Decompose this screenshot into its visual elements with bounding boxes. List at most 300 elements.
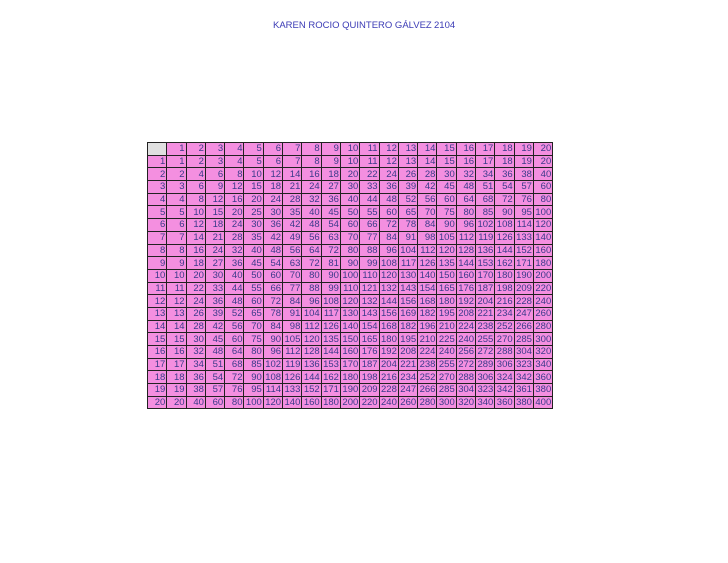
product-cell: 64 bbox=[456, 193, 475, 206]
product-cell: 342 bbox=[516, 371, 532, 383]
product-cell: 27 bbox=[321, 181, 340, 194]
product-cell: 98 bbox=[283, 320, 302, 333]
column-header-cell: 13 bbox=[398, 143, 417, 156]
product-cell: 40 bbox=[340, 193, 359, 206]
product-cell: 18 bbox=[167, 371, 186, 384]
product-cell: 121 bbox=[361, 282, 378, 294]
product-cell: 221 bbox=[400, 359, 417, 371]
column-header-cell: 19 bbox=[514, 143, 533, 156]
product-cell: 40 bbox=[186, 396, 205, 409]
product-cell: 9 bbox=[205, 181, 224, 194]
product-cell: 2 bbox=[186, 155, 205, 168]
product-cell: 114 bbox=[263, 384, 282, 397]
product-cell: 54 bbox=[205, 371, 224, 384]
product-cell: 128 bbox=[458, 244, 475, 256]
product-cell: 4 bbox=[167, 193, 186, 206]
product-cell: 6 bbox=[167, 219, 186, 232]
table-row bbox=[148, 282, 553, 295]
product-cell: 15 bbox=[437, 155, 456, 168]
product-cell: 154 bbox=[419, 282, 436, 294]
product-cell: 72 bbox=[321, 244, 340, 257]
column-header-cell: 4 bbox=[225, 143, 244, 156]
product-cell: 143 bbox=[400, 282, 417, 294]
product-cell: 44 bbox=[360, 193, 379, 206]
product-cell: 170 bbox=[342, 359, 359, 371]
product-cell: 240 bbox=[381, 397, 397, 409]
product-cell: 90 bbox=[263, 333, 282, 346]
product-cell: 84 bbox=[379, 231, 398, 244]
product-cell: 342 bbox=[496, 384, 513, 396]
product-cell: 56 bbox=[302, 231, 321, 244]
product-cell: 24 bbox=[302, 181, 321, 194]
product-cell: 39 bbox=[398, 181, 417, 194]
product-cell: 30 bbox=[244, 219, 263, 232]
product-cell: 198 bbox=[361, 371, 378, 383]
product-cell: 99 bbox=[360, 257, 379, 270]
product-cell: 28 bbox=[283, 193, 302, 206]
product-cell: 40 bbox=[225, 269, 244, 282]
product-cell: 126 bbox=[284, 371, 301, 383]
product-cell: 50 bbox=[244, 269, 263, 282]
product-cell: 33 bbox=[205, 282, 224, 295]
product-cell: 136 bbox=[477, 244, 494, 256]
product-cell: 323 bbox=[477, 384, 494, 396]
product-cell: 255 bbox=[477, 333, 494, 345]
product-cell: 7 bbox=[167, 231, 186, 244]
product-cell: 77 bbox=[360, 231, 379, 244]
product-cell: 68 bbox=[225, 358, 244, 371]
product-cell: 108 bbox=[496, 219, 513, 231]
product-cell: 48 bbox=[302, 219, 321, 232]
product-cell: 22 bbox=[360, 168, 379, 181]
product-cell: 60 bbox=[225, 333, 244, 346]
product-cell: 70 bbox=[418, 206, 437, 219]
product-cell: 238 bbox=[477, 320, 494, 332]
product-cell: 160 bbox=[342, 346, 359, 358]
product-cell: 70 bbox=[340, 231, 359, 244]
product-cell: 187 bbox=[361, 359, 378, 371]
table-row bbox=[148, 396, 553, 409]
product-cell: 133 bbox=[284, 384, 301, 396]
table-row bbox=[148, 307, 553, 320]
table-row bbox=[148, 155, 553, 168]
product-cell: 16 bbox=[225, 193, 244, 206]
product-cell: 22 bbox=[186, 282, 205, 295]
row-header-cell: 7 bbox=[148, 231, 167, 244]
product-cell: 7 bbox=[283, 155, 302, 168]
column-header-cell: 1 bbox=[167, 143, 186, 156]
product-cell: 221 bbox=[477, 308, 494, 320]
product-cell: 153 bbox=[323, 359, 339, 371]
product-cell: 102 bbox=[265, 359, 282, 371]
product-cell: 32 bbox=[302, 193, 321, 206]
product-cell: 3 bbox=[205, 155, 224, 168]
product-cell: 35 bbox=[244, 231, 263, 244]
product-cell: 228 bbox=[516, 295, 532, 307]
product-cell: 144 bbox=[381, 295, 397, 307]
column-header-cell: 7 bbox=[283, 143, 302, 156]
product-cell: 84 bbox=[283, 295, 302, 308]
product-cell: 224 bbox=[419, 346, 436, 358]
product-cell: 32 bbox=[186, 346, 205, 359]
product-cell: 200 bbox=[535, 270, 552, 282]
product-cell: 100 bbox=[342, 270, 359, 282]
product-cell: 220 bbox=[535, 282, 552, 294]
product-cell: 6 bbox=[263, 155, 282, 168]
product-cell: 8 bbox=[302, 155, 321, 168]
multiplication-table bbox=[147, 142, 553, 409]
product-cell: 288 bbox=[458, 371, 475, 383]
product-cell: 306 bbox=[477, 371, 494, 383]
row-header-cell: 3 bbox=[148, 181, 167, 194]
product-cell: 60 bbox=[244, 295, 263, 308]
product-cell: 42 bbox=[418, 181, 437, 194]
row-header-cell: 4 bbox=[148, 193, 167, 206]
product-cell: 48 bbox=[379, 193, 398, 206]
product-cell: 360 bbox=[496, 397, 513, 409]
table-row bbox=[148, 358, 553, 371]
product-cell: 120 bbox=[438, 244, 455, 256]
product-cell: 72 bbox=[263, 295, 282, 308]
product-cell: 180 bbox=[323, 397, 339, 409]
product-cell: 65 bbox=[398, 206, 417, 219]
product-cell: 20 bbox=[533, 155, 552, 168]
row-header-cell: 10 bbox=[148, 269, 167, 282]
product-cell: 19 bbox=[514, 155, 533, 168]
product-cell: 8 bbox=[225, 168, 244, 181]
product-cell: 27 bbox=[205, 257, 224, 270]
product-cell: 72 bbox=[225, 371, 244, 384]
product-cell: 209 bbox=[516, 282, 532, 294]
product-cell: 380 bbox=[516, 397, 532, 409]
product-cell: 208 bbox=[400, 346, 417, 358]
product-cell: 18 bbox=[205, 219, 224, 232]
row-header-cell: 17 bbox=[148, 358, 167, 371]
product-cell: 8 bbox=[186, 193, 205, 206]
product-cell: 6 bbox=[205, 168, 224, 181]
product-cell: 81 bbox=[321, 257, 340, 270]
row-header-cell: 8 bbox=[148, 244, 167, 257]
product-cell: 24 bbox=[379, 168, 398, 181]
product-cell: 266 bbox=[419, 384, 436, 396]
product-cell: 289 bbox=[477, 359, 494, 371]
product-cell: 288 bbox=[496, 346, 513, 358]
product-cell: 63 bbox=[321, 231, 340, 244]
product-cell: 210 bbox=[438, 320, 455, 332]
product-cell: 45 bbox=[244, 257, 263, 270]
product-cell: 196 bbox=[419, 320, 436, 332]
product-cell: 88 bbox=[360, 244, 379, 257]
product-cell: 234 bbox=[400, 371, 417, 383]
product-cell: 128 bbox=[303, 346, 320, 358]
product-cell: 108 bbox=[323, 295, 339, 307]
product-cell: 45 bbox=[321, 206, 340, 219]
product-cell: 17 bbox=[476, 155, 495, 168]
product-cell: 192 bbox=[381, 346, 397, 358]
product-cell: 60 bbox=[379, 206, 398, 219]
product-cell: 40 bbox=[533, 168, 552, 181]
product-cell: 10 bbox=[340, 155, 359, 168]
product-cell: 80 bbox=[533, 193, 552, 206]
product-cell: 39 bbox=[205, 307, 224, 320]
product-cell: 34 bbox=[476, 168, 495, 181]
table-row bbox=[148, 333, 553, 346]
product-cell: 320 bbox=[458, 397, 475, 409]
product-cell: 95 bbox=[244, 384, 263, 397]
product-cell: 14 bbox=[283, 168, 302, 181]
product-cell: 30 bbox=[437, 168, 456, 181]
table-row bbox=[148, 371, 553, 384]
product-cell: 190 bbox=[342, 384, 359, 396]
table-head bbox=[148, 143, 553, 156]
product-cell: 98 bbox=[418, 231, 437, 244]
product-cell: 9 bbox=[167, 257, 186, 270]
product-cell: 20 bbox=[225, 206, 244, 219]
product-cell: 24 bbox=[186, 295, 205, 308]
product-cell: 182 bbox=[419, 308, 436, 320]
product-cell: 225 bbox=[438, 333, 455, 345]
product-cell: 176 bbox=[361, 346, 378, 358]
column-header-cell: 8 bbox=[302, 143, 321, 156]
product-cell: 72 bbox=[379, 219, 398, 232]
product-cell: 152 bbox=[516, 244, 532, 256]
product-cell: 36 bbox=[263, 219, 282, 232]
product-cell: 80 bbox=[225, 396, 244, 409]
row-header-cell: 20 bbox=[148, 396, 167, 409]
product-cell: 32 bbox=[456, 168, 475, 181]
product-cell: 28 bbox=[186, 320, 205, 333]
author-name: KAREN ROCIO QUINTERO GÁLVEZ bbox=[273, 20, 432, 31]
product-cell: 70 bbox=[283, 269, 302, 282]
corner-cell bbox=[148, 143, 167, 156]
product-cell: 135 bbox=[438, 257, 455, 269]
product-cell: 16 bbox=[456, 155, 475, 168]
product-cell: 204 bbox=[381, 359, 397, 371]
product-cell: 80 bbox=[244, 346, 263, 359]
row-header-cell: 2 bbox=[148, 168, 167, 181]
product-cell: 84 bbox=[418, 219, 437, 232]
product-cell: 162 bbox=[496, 257, 513, 269]
product-cell: 80 bbox=[456, 206, 475, 219]
product-cell: 165 bbox=[438, 282, 455, 294]
product-cell: 85 bbox=[476, 206, 495, 219]
product-cell: 198 bbox=[496, 282, 513, 294]
product-cell: 204 bbox=[477, 295, 494, 307]
product-cell: 20 bbox=[244, 193, 263, 206]
product-cell: 13 bbox=[167, 307, 186, 320]
column-header-cell: 20 bbox=[533, 143, 552, 156]
product-cell: 208 bbox=[458, 308, 475, 320]
product-cell: 56 bbox=[418, 193, 437, 206]
product-cell: 180 bbox=[535, 257, 552, 269]
product-cell: 90 bbox=[321, 269, 340, 282]
product-cell: 120 bbox=[265, 397, 282, 409]
product-cell: 30 bbox=[186, 333, 205, 346]
product-cell: 90 bbox=[340, 257, 359, 270]
product-cell: 52 bbox=[225, 307, 244, 320]
product-cell: 270 bbox=[496, 333, 513, 345]
product-cell: 14 bbox=[167, 320, 186, 333]
product-cell: 300 bbox=[535, 333, 552, 345]
product-cell: 90 bbox=[244, 371, 263, 384]
product-cell: 120 bbox=[303, 333, 320, 345]
product-cell: 51 bbox=[205, 358, 224, 371]
product-cell: 180 bbox=[438, 295, 455, 307]
product-cell: 256 bbox=[458, 346, 475, 358]
column-header-cell: 12 bbox=[379, 143, 398, 156]
table-row bbox=[148, 295, 553, 308]
product-cell: 48 bbox=[205, 346, 224, 359]
product-cell: 272 bbox=[477, 346, 494, 358]
product-cell: 52 bbox=[398, 193, 417, 206]
product-cell: 56 bbox=[225, 320, 244, 333]
product-cell: 135 bbox=[323, 333, 339, 345]
product-cell: 260 bbox=[400, 397, 417, 409]
product-cell: 12 bbox=[263, 168, 282, 181]
product-cell: 96 bbox=[263, 346, 282, 359]
table-row bbox=[148, 346, 553, 359]
product-cell: 14 bbox=[186, 231, 205, 244]
product-cell: 96 bbox=[456, 219, 475, 232]
table-body bbox=[148, 155, 553, 409]
product-cell: 10 bbox=[186, 206, 205, 219]
product-cell: 5 bbox=[244, 155, 263, 168]
product-cell: 44 bbox=[225, 282, 244, 295]
product-cell: 100 bbox=[245, 397, 262, 409]
product-cell: 144 bbox=[458, 257, 475, 269]
product-cell: 48 bbox=[263, 244, 282, 257]
column-header-cell: 9 bbox=[321, 143, 340, 156]
table-row bbox=[148, 320, 553, 333]
product-cell: 77 bbox=[283, 282, 302, 295]
product-cell: 26 bbox=[186, 307, 205, 320]
product-cell: 152 bbox=[303, 384, 320, 396]
product-cell: 34 bbox=[186, 358, 205, 371]
product-cell: 33 bbox=[360, 181, 379, 194]
product-cell: 91 bbox=[283, 307, 302, 320]
product-cell: 36 bbox=[186, 371, 205, 384]
product-cell: 280 bbox=[419, 397, 436, 409]
product-cell: 54 bbox=[321, 219, 340, 232]
product-cell: 76 bbox=[225, 384, 244, 397]
product-cell: 110 bbox=[360, 269, 379, 282]
product-cell: 5 bbox=[167, 206, 186, 219]
product-cell: 361 bbox=[516, 384, 532, 396]
product-cell: 17 bbox=[167, 358, 186, 371]
product-cell: 126 bbox=[419, 257, 436, 269]
product-cell: 16 bbox=[302, 168, 321, 181]
column-header-cell: 10 bbox=[340, 143, 359, 156]
product-cell: 8 bbox=[167, 244, 186, 257]
product-cell: 304 bbox=[516, 346, 532, 358]
product-cell: 102 bbox=[477, 219, 494, 231]
product-cell: 228 bbox=[381, 384, 397, 396]
product-cell: 42 bbox=[263, 231, 282, 244]
product-cell: 162 bbox=[323, 371, 339, 383]
product-cell: 49 bbox=[283, 231, 302, 244]
product-cell: 150 bbox=[438, 270, 455, 282]
product-cell: 20 bbox=[186, 269, 205, 282]
product-cell: 30 bbox=[205, 269, 224, 282]
product-cell: 68 bbox=[476, 193, 495, 206]
product-cell: 26 bbox=[398, 168, 417, 181]
product-cell: 57 bbox=[514, 181, 533, 194]
product-cell: 136 bbox=[303, 359, 320, 371]
product-cell: 65 bbox=[244, 307, 263, 320]
product-cell: 42 bbox=[283, 219, 302, 232]
row-header-cell: 9 bbox=[148, 257, 167, 270]
row-header-cell: 13 bbox=[148, 307, 167, 320]
product-cell: 56 bbox=[283, 244, 302, 257]
product-cell: 252 bbox=[419, 371, 436, 383]
product-cell: 30 bbox=[263, 206, 282, 219]
product-cell: 112 bbox=[418, 244, 437, 257]
row-header-cell: 1 bbox=[148, 155, 167, 168]
row-header-cell: 11 bbox=[148, 282, 167, 295]
product-cell: 54 bbox=[495, 181, 514, 194]
product-cell: 285 bbox=[438, 384, 455, 396]
product-cell: 91 bbox=[398, 231, 417, 244]
product-cell: 4 bbox=[186, 168, 205, 181]
product-cell: 15 bbox=[244, 181, 263, 194]
column-header-cell: 2 bbox=[186, 143, 205, 156]
product-cell: 270 bbox=[438, 371, 455, 383]
product-cell: 64 bbox=[225, 346, 244, 359]
product-cell: 85 bbox=[244, 358, 263, 371]
table-row bbox=[148, 181, 553, 194]
product-cell: 171 bbox=[516, 257, 532, 269]
product-cell: 272 bbox=[458, 359, 475, 371]
product-cell: 66 bbox=[263, 282, 282, 295]
product-cell: 45 bbox=[437, 181, 456, 194]
product-cell: 11 bbox=[360, 155, 379, 168]
product-cell: 176 bbox=[458, 282, 475, 294]
product-cell: 180 bbox=[381, 333, 397, 345]
column-header-row bbox=[148, 143, 553, 156]
product-cell: 80 bbox=[340, 244, 359, 257]
product-cell: 12 bbox=[379, 155, 398, 168]
product-cell: 48 bbox=[456, 181, 475, 194]
product-cell: 143 bbox=[361, 308, 378, 320]
product-cell: 21 bbox=[283, 181, 302, 194]
product-cell: 36 bbox=[321, 193, 340, 206]
product-cell: 24 bbox=[263, 193, 282, 206]
column-header-cell: 14 bbox=[418, 143, 437, 156]
product-cell: 285 bbox=[516, 333, 532, 345]
product-cell: 10 bbox=[244, 168, 263, 181]
product-cell: 323 bbox=[516, 359, 532, 371]
product-cell: 24 bbox=[225, 219, 244, 232]
product-cell: 112 bbox=[283, 346, 302, 359]
product-cell: 55 bbox=[360, 206, 379, 219]
product-cell: 140 bbox=[342, 320, 359, 332]
product-cell: 60 bbox=[263, 269, 282, 282]
product-cell: 99 bbox=[321, 282, 340, 295]
product-cell: 104 bbox=[303, 308, 320, 320]
row-header-cell: 16 bbox=[148, 346, 167, 359]
product-cell: 14 bbox=[418, 155, 437, 168]
product-cell: 9 bbox=[321, 155, 340, 168]
product-cell: 168 bbox=[419, 295, 436, 307]
product-cell: 10 bbox=[167, 269, 186, 282]
row-header-cell: 15 bbox=[148, 333, 167, 346]
product-cell: 120 bbox=[381, 270, 397, 282]
product-cell: 16 bbox=[186, 244, 205, 257]
product-cell: 95 bbox=[514, 206, 533, 219]
product-cell: 160 bbox=[458, 270, 475, 282]
product-cell: 78 bbox=[398, 219, 417, 232]
product-cell: 40 bbox=[244, 244, 263, 257]
